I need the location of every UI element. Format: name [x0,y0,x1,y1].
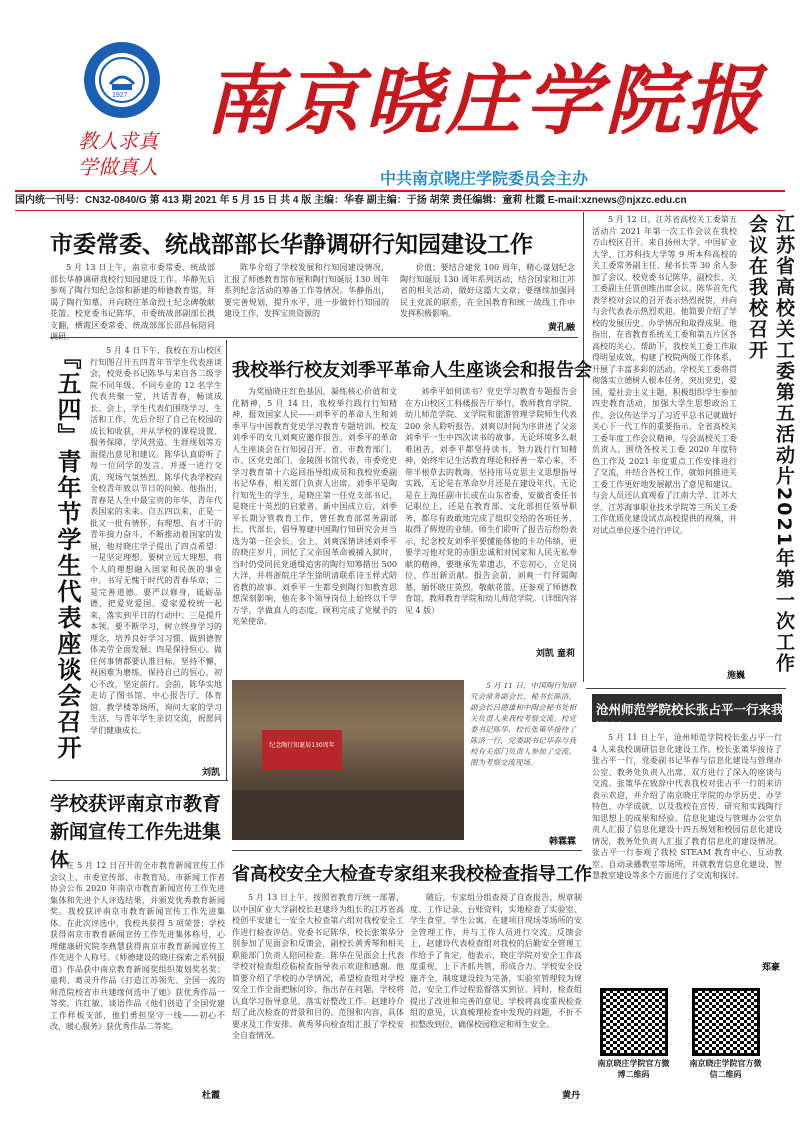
headline-article7: 省高校安全大检查专家组来我校检查指导工作 [232,864,592,885]
issue-info-bar: 国内统一刊号：CN32-0840/G 第 413 期 2021 年 5 月 15 日 共 4 版 主编：华春 副主编：于扬 胡荣 责任编辑：童莉 杜霞 E-mail:xznews@njxzc.edu.cn [15,190,785,211]
article4-col1: 为奖励晓庄红色基因，凝练核心价值和文化精神，5 月 14 日，我校举行践行行知精神，报效国家人民——刘季平的革命人生和刘季平与中国教育党史学习教育专题培训。校友刘季平的女儿刘爽应邀作报告。刘季平的革命人生座谈会在行知园召开。省、市教育部门，市、区党史部门，金陵图书馆代表，市委党史学习教育第十六巡回指导组成员和我校党委副书记华春，相关部门负责人出席。刘季平是陶行知先生的学生，是晓庄第一任党支部书记，是晓庄十英烈的启蒙者。新中国成立后，刘季平长期分管教育工作，曾任教育部常务副部长、代部长，倡导筹建中国陶行知研究会并当选为第一任会长。会上，刘爽深情讲述刘季平的晓庄岁月，回忆了父亲因革命被捕入狱时，当时仍受同民党通缉追害的陶行知筹措出 500 大洋，并将浙皖庄学生徐明清联系诗玉样式陪省教的故事。刘季平一生都受到陶行知教育思想深刻影响，他在多个领导岗位上始终以千学万学，学做真人的态度，顾利完成了党赋予的光荣使命。 [232,387,397,626]
article6-byline: 杜霞 [201,1091,220,1101]
photo-caption: 5 月 11 日，中国陶行知研究会常务副会长、秘书长陈洛，副会长吕德雄和中陶会秘书处相关负责人来我校考察交流。校党委书记陈华、校长张策华接待了陈洛一行，党委副书记华春与我校有关部门负责人参加了交流。图为考察交流现场。 [470,681,576,767]
article3-body: 5 月 4 日下午，我校在方山校区行知图召开五四青年节学生代表座谈会，校党委书记陈华与来自各二级学院不同年级、不同专业的 12 名学生代表共聚一堂，共话青春，畅谈成长。会上，学生代表们围绕学习、生活和工作，先后介绍了自己在校园的成长和收获，并从学校的课程设置、服务保障、学风营造、生涯规划等方面提出意见和建议。陈华认真聆听了每一位同学的发言，并逐一进行交流，现场气氛热烈。陈华代表学校向全校青年致以节日的问候。他指出，青春是人生中最宝贵的年华，青年代表国家的未来。自五四以来，正是一批又一批有情怀、有理想、有才干的青年接力奋斗，不断推动着国家的发展，他对晓庄学子提出了四点希望：一是坚定理想。要树立远大理想，将个人的理想融入国家和民族的事业中。书写无愧于时代的青春华章；二是完善道德。要严以修身，砥砺品德，把爱党爱国、爱家爱校统一起来，落实到平日的行动中；三是提升本领。要不断学习，树立终身学习的理念，培养良好学习习惯，做到德智体美劳全面发展；四是保持恒心。做任何事情都要认准目标，坚持不懈，视困难为磨练，保持自己的恒心，初心不改，坚定前行。会前，陈华实地走访了图书馆、中心报告厅、体育馆、教学楼等场所，询问大家的学习生活，与青年学生亲切交流，祝愿同学们健康成长。 [90,346,222,735]
banner-text: 纪念陶行知诞辰130周年 [269,742,335,749]
article7-col1: 5 月 13 日上午，按照省教育厅统一部署，以中国矿业大学副校长赵建玲为组长的江苏省高校创平安建七一安全大检查第六组对我校安全工作进行检查评估。党委书记陈华、校长张策华分别参加了见面会和反馈会，副校长黄秀琴和相关职能部门负责人陪同检查。陈华在见面会上代表学校对检查组莅临检查指导表示欢迎和感谢。他简要介绍了学校的办学情况，希望检查组对学校安全工作全面把脉问诊，指出存在问题，学校将认真学习指导意见，落实好整改工作。赵建玲介绍了此次检查的背景和目的、范围和内容，具体要求及工作安排。黄秀琴向检查组汇报了学校安全自查情况。 [232,893,404,1040]
article1-col2: 陈华介绍了学校发展和行知园建设情况，汇报了师德教育馆布展和陶行知诞辰 130 周年系列纪念活动的筹备工作等情况。华静指出，要完善规划，提升水平，进一步做好行知园的建设工作，发挥宝贵资源的 [224,263,389,318]
article7-col2: 随后，专家组分组查阅了自查报告、规章制度、工作记录、台账资料，实地检查了实验室、学生食堂、学生公寓、在建项目现场等场所的安全管理工作，并与工作人员进行交流。反馈会上，赵建玲代表检查组对我校的后勤安全管理工作给予了肯定，他表示，晓庄学院对安全工作高度重视，上下齐抓共管，形成合力。学校安全设施齐全，制度建设较为完备，实验室管理较为规范，安全工作过程监督落实到位。同时，检查组提出了改进和完善的意见。学校将高度重视检查组的意见，认真梳理检查中发现的问题，不折不扣整改到位，确保校园稳定和师生安全。 [410,893,582,1029]
school-logo [82,40,162,120]
article7-byline: 黄丹 [561,1091,580,1101]
photo-byline: 韩霖霖 [548,837,576,847]
headline-article6: 学校获评南京市教育新闻宣传工作先进集体 [50,793,222,871]
banner [262,730,342,770]
divider-3 [586,688,786,689]
column-divider [583,212,584,682]
article1-col3: 价值；要结合建党 100 周年，精心谋划纪念陶行知诞辰 130 周年系列活动，结合国家和江苏省的相关活动，做好这篇大文章；要继续加强同民主党派的联系，在全国教育和统一战线工作中发挥积极影响。 [400,263,575,318]
headline-article1: 市委常委、统战部部长华静调研行知园建设工作 [50,232,533,258]
headline-article5: 沧州师范学院校长张占平一行来我校调研 [596,702,797,735]
article4-byline: 刘凯 童莉 [535,649,575,659]
logo-year: 1927 [112,92,128,99]
headline-article3: 『五四』青年节学生代表座谈会召开 [53,345,81,761]
article1-byline: 黄孔融 [547,323,575,333]
divider-1 [50,337,578,338]
host-organization: 中共南京晓庄学院委员会主办 [380,171,589,188]
article5-body: 5 月 11 日上午，沧州师范学院校长张占平一行 4 人来我校调研信息化建设工作。校长张策华接待了张占平一行，党委副书记华春与信息化建设与管理办公室、教务处负责人出席，双方进行了深入的座谈与交流。张策华在致辞中代表我校对张占平一行的来访表示欢迎，并介绍了南京晓庄学院的办学历史、办学特色、办学成就，以及我校在宣传、研究和实践陶行知思想上的成果和经验。信息化建设与管理办公室负责人汇报了信息化建设十四五规划和校园信息化建设情况，教务处负责人汇报了教育信息化的建设情况。张占平一行参观了我校 STEAM 教育中心、互动教室、自动录播教室等场所，并就教育信息化建设、智慧教室建设等多个方面进行了交流和探讨。 [592,733,782,880]
motto [78,128,168,180]
article4-col2: 刘季平如何读书？党史学习教育专题报告会在方山校区工科楼报告厅举行，教师教育学院、幼儿师范学院、文学院和旅游管理学院师生代表 200 余人聆听报告。刘爽以时间为序讲述了父亲刘季平一生中四次读书的故事。无论环境多么艰难困苦，刘季平都坚持读书，努力践行行知精神，始终牢记生活教育理论和择善一辈心来，不带半根草去的教诲，坚持用马克思主义思想指导实践，无论是在革命岁月还是在建设年代，无论是在上海任副市长或在山东省委、安徽省委任书记职位上，还是在教育部、文化部担任领导职务，都尽有政敢地完成了组织交给的各项任务，取得了辉煌的业绩。师生们聆听了报告后纷纷表示，纪念校友刘季平要懂能体他的卡功伟绩，更要学习他对党的赤胆忠诚和对国家和人民无私奉献的精神，要继承先辈遗志，不忘初心，立足岗位，作出新贡献。报告会前，刘爽一行拜谒陶墓，缅怀晓庄英烈，敬献花篮，还参观了师德教育馆、教师教育学院和幼儿师范学院。（详细内容见 4 版） [405,387,577,615]
article6-body: 在 5 月 12 日召开的全市教育新闻宣传工作会议上，市委宣传部、市教育局、市新闻工作者协会公布 2020 年南京市教育新闻宣传工作先进集体和先进个人评选结果，并颁发优秀教育新闻奖。我校获评南京市教育新闻宣传工作先进集体。在此次评选中，我校共获得 5 项荣誉；学校获得南京市教育新闻宣传工作先进集体称号，心理健康研究院李燕慧获得南京市教育新闻宣传工作先进个人称号。《师德建设的晓庄探索之系列报道》作品获中南京教育新闻奖组织策划奖名奖；童莉、葛灵升作品《打造江苏领先、全国一流的师范院校省市共建缘何选中了她》获优秀作品一等奖，许红敏、谈语作品《他们创造了全国党建工作样板支部，他们勇担坚守一线——初心不改，暖心服务》获优秀作品二等奖。 [50,861,225,1031]
divider-4 [50,780,228,781]
divider-5 [232,850,582,851]
divider-2 [226,340,227,780]
article1-col1: 5 月 13 日上午，南京市委常委、统战部部长华静调研我校行知园建设工作。华静先后参观了陶行知纪念馆和新建的师德教育馆，拜谒了陶行知墓，并向晓庄革命烈士纪念碑敬献花篮。校党委书记陈华，市委统战部副部长携支翻，栖霞区委常委、统战部部长邵昌标陪同 [50,263,215,330]
weibo-qr-code[interactable] [600,988,668,1056]
article2-byline: 施巍 [726,671,745,681]
article3-byline: 刘凯 [201,768,220,778]
wechat-qr-code[interactable] [692,988,760,1056]
motto-line1: 教人求真 [78,129,158,153]
wechat-qr-label: 南京晓庄学院官方微信二维码 [689,1059,762,1079]
meeting-table [232,790,464,840]
headline-article2: 江苏省高校关工委第五活动片2021年第一次工作会议在我校召开 [746,214,795,674]
article5-byline: 郑豪 [761,963,780,973]
article2-body: 5 月 12 日，江苏省高校关工委第五活动片 2021 年第一次工作会议在我校方山校区召开。来自扬州大学、中国矿业大学、江苏科技大学等 9 所本科高校的关工委常务副主任、秘书长等 30 余人参加了会议。校党委书记陈华，副校长、关工委副主任贾创维出席会议。陈华首先代表学校对会议的召开表示热烈祝贺，并向与会代表表示热烈欢迎。他简要介绍了学校的发展历史、办学情况和取得成果。他指出，在省教育系统关工委和第五片区各高校的关心、帮助下，我校关工委工作取得明显成效，构建了校院两级工作体系，开展了丰富多彩的活动。学校关工委将贯彻落实立德树人根本任务，突出党史，爱国，爱社会主义主题，积极组织学生参加四史教育活动，加强大学生思想政治工作。会议传达学习了习近平总书记就做好关心下一代工作的重要指示、全省高校关工委年度工作会议精神。与会高校关工委负责人，围绕各校关工委 2020 年度特色工作及 2021 年度重点工作安排进行了交流，并结合各校工作，就如何推进关工委工作更好地发展献出了意见和建议。与会人员还认真观看了江南大学、江苏大学、江苏海事职业技术学院等三所关工委工作优质化建设试点高校提供的视频，并对试点单位逐个进行评议。 [592,215,737,535]
meeting-photo [232,680,464,840]
headline-article4: 我校举行校友刘季平革命人生座谈会和报告会 [232,360,592,381]
newspaper-title: 南京晓庄学院报 [205,56,765,145]
weibo-qr-label: 南京晓庄学院官方微博二维码 [597,1059,670,1079]
motto-line2: 学做真人 [78,155,158,179]
